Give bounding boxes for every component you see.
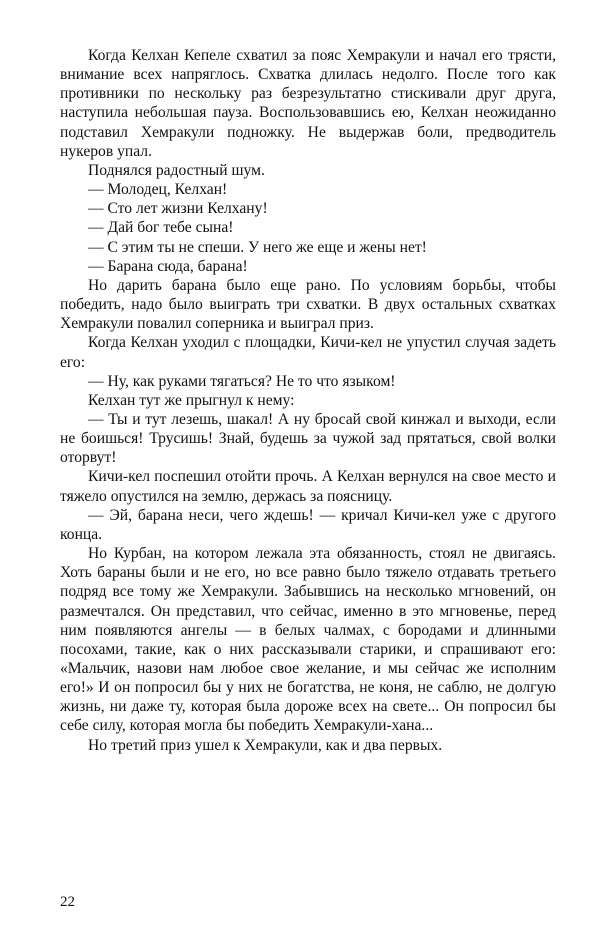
paragraph: Когда Келхан уходил с площадки, Кичи-кел не упустил случая задеть его: — [60, 334, 556, 371]
paragraph: Келхан тут же прыгнул к нему: — [88, 391, 295, 409]
paragraph: Кичи-кел поспешил отойти прочь. А Келхан вернулся на свое место и тяжело опустился на землю, держась за поясницу. — [60, 468, 556, 505]
dialogue-line: — Ну, как руками тягаться? Не то что языком! — [88, 372, 396, 390]
dialogue-line: — С этим ты не спеши. У него же еще и жены нет! — [88, 238, 427, 256]
paragraph: Но дарить барана было еще рано. По условиям борьбы, чтобы победить, надо было выиграть три схватки. В двух остальных схватках Хемракули повалил соперника и выиграл приз. — [60, 276, 556, 333]
page-number: 22 — [60, 894, 75, 910]
dialogue-line: — Эй, барана неси, чего ждешь! — кричал Кичи-кел уже с другого конца. — [60, 506, 556, 543]
dialogue-line: — Барана сюда, барана! — [88, 257, 248, 275]
paragraph: Поднялся радостный шум. — [88, 161, 265, 179]
page-text — [60, 46, 556, 755]
dialogue-line: — Молодец, Келхан! — [88, 181, 228, 199]
paragraph: Но третий приз ушел к Хемракули, как и два первых. — [88, 736, 443, 754]
dialogue-line: — Сто лет жизни Келхану! — [88, 200, 268, 218]
dialogue-line: — Ты и тут лезешь, шакал! А ну бросай свой кинжал и выходи, если не боишься! Трусишь! Знай, будешь за чужой зад прятаться, свой волки оторвут! — [60, 410, 556, 467]
paragraph: Но Курбан, на котором лежала эта обязанность, стоял не двигаясь. Хоть бараны были и не его, но все равно было тяжело отдавать третьего подряд все тому же Хемракули. Забывшись на несколько мгновений, он размечтался. Он представил, что сейчас, именно в это мгновенье, перед ним появляются ангелы — в белых чалмах, с бородами и длинными посохами, такие, как о них рассказывали старики, и спрашивают его: «Мальчик, назови нам любое свое желание, и мы сейчас же исполним его!» И он попросил бы у них не богатства, не коня, не саблю, не долгую жизнь, ни даже ту, которая была дороже всех на свете... Он попросил бы себе силу, которая могла бы победить Хемракули-хана... — [60, 545, 556, 735]
dialogue-line: — Дай бог тебе сына! — [88, 219, 234, 237]
paragraph: Когда Келхан Кепеле схватил за пояс Хемракули и начал его трясти, внимание всех напряглось. Схватка длилась недолго. После того как противники по нескольку раз безрезультатно стискивали друг друга, наступила небольшая пауза. Воспользовавшись ею, Келхан неожиданно подставил Хемракули подножку. Не выдержав боли, предводитель нукеров упал. — [60, 47, 556, 160]
